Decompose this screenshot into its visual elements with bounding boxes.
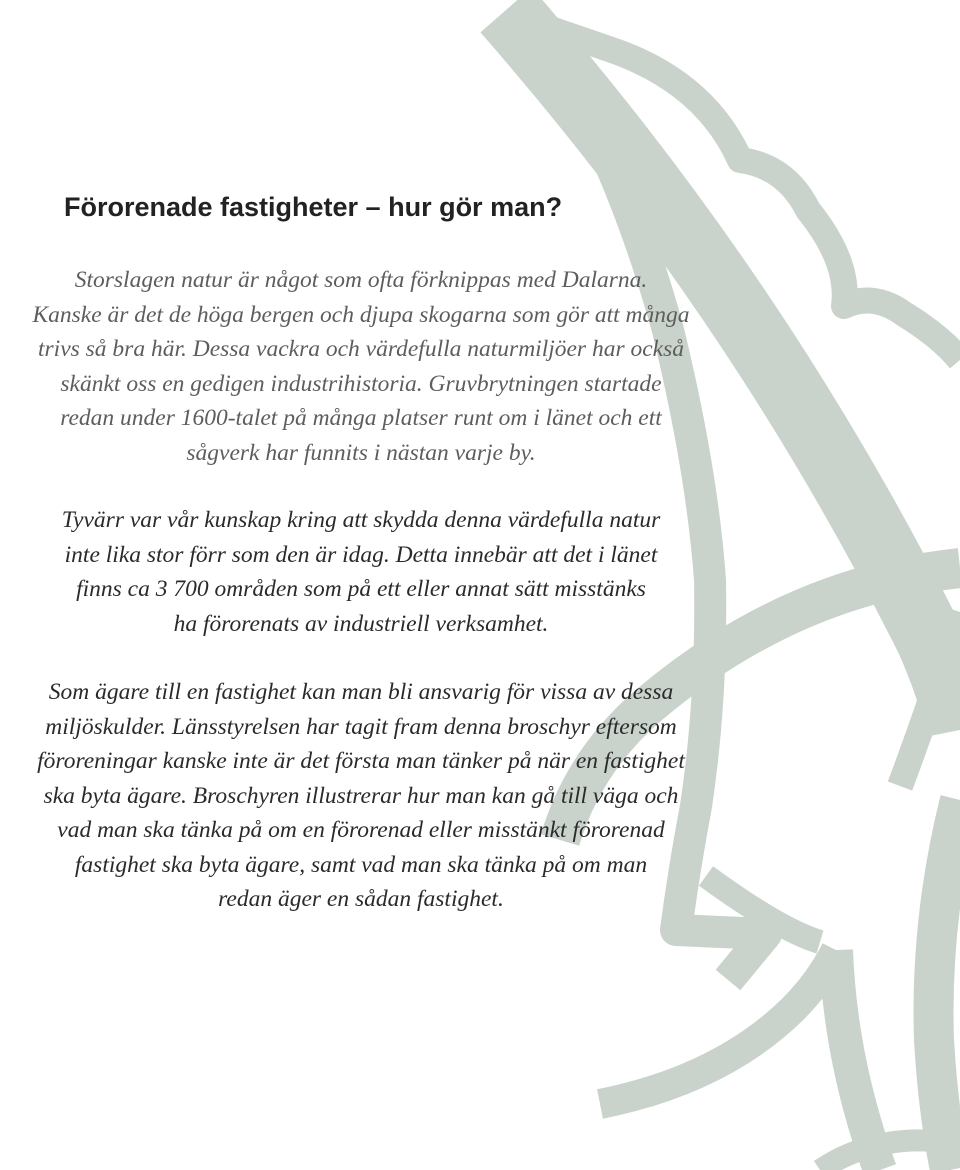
page-title: Förorenade fastigheter – hur gör man? [64,192,563,222]
text-line: inte lika stor förr som den är idag. Detta innebär att det i länet [64,541,658,568]
text-line: Storslagen natur är något som ofta förknippas med Dalarna. [74,267,648,293]
text-line: Tyvärr var vår kunskap kring att skydda denna värdefulla natur [61,507,661,533]
text-line: trivs så bra här. Dessa vackra och värdefulla naturmiljöer har också [38,336,684,362]
text-line: sågverk har funnits i nästan varje by. [186,439,536,466]
text-line: skänkt oss en gedigen industrihistoria. Gruvbrytningen startade [60,370,662,397]
text-line: föroreningar kanske inte är det första man tänker på när en fastighet [37,748,685,774]
text-line: Kanske är det de höga bergen och djupa skogarna som gör att många [32,301,690,328]
text-line: ska byta ägare. Broschyren illustrerar hur man kan gå till väga och [43,782,679,809]
knowledge-paragraph [0,503,722,641]
text-line: Som ägare till en fastighet kan man bli ansvarig för vissa av dessa [48,679,674,705]
owner-paragraph [0,675,722,917]
text-line: vad man ska tänka på om en förorenad eller misstänkt förorenad [57,817,665,843]
text-line: redan under 1600-talet på många platser runt om i länet och ett [60,405,662,431]
text-line: finns ca 3 700 områden som på ett eller annat sätt misstänks [76,576,646,602]
text-line: miljöskulder. Länsstyrelsen har tagit fram denna broschyr eftersom [45,713,677,740]
intro-paragraph [0,263,722,470]
text-line: redan äger en sådan fastighet. [218,886,504,912]
text-line: ha förorenats av industriell verksamhet. [173,610,549,637]
text-line: fastighet ska byta ägare, samt vad man ska tänka på om man [74,851,648,878]
